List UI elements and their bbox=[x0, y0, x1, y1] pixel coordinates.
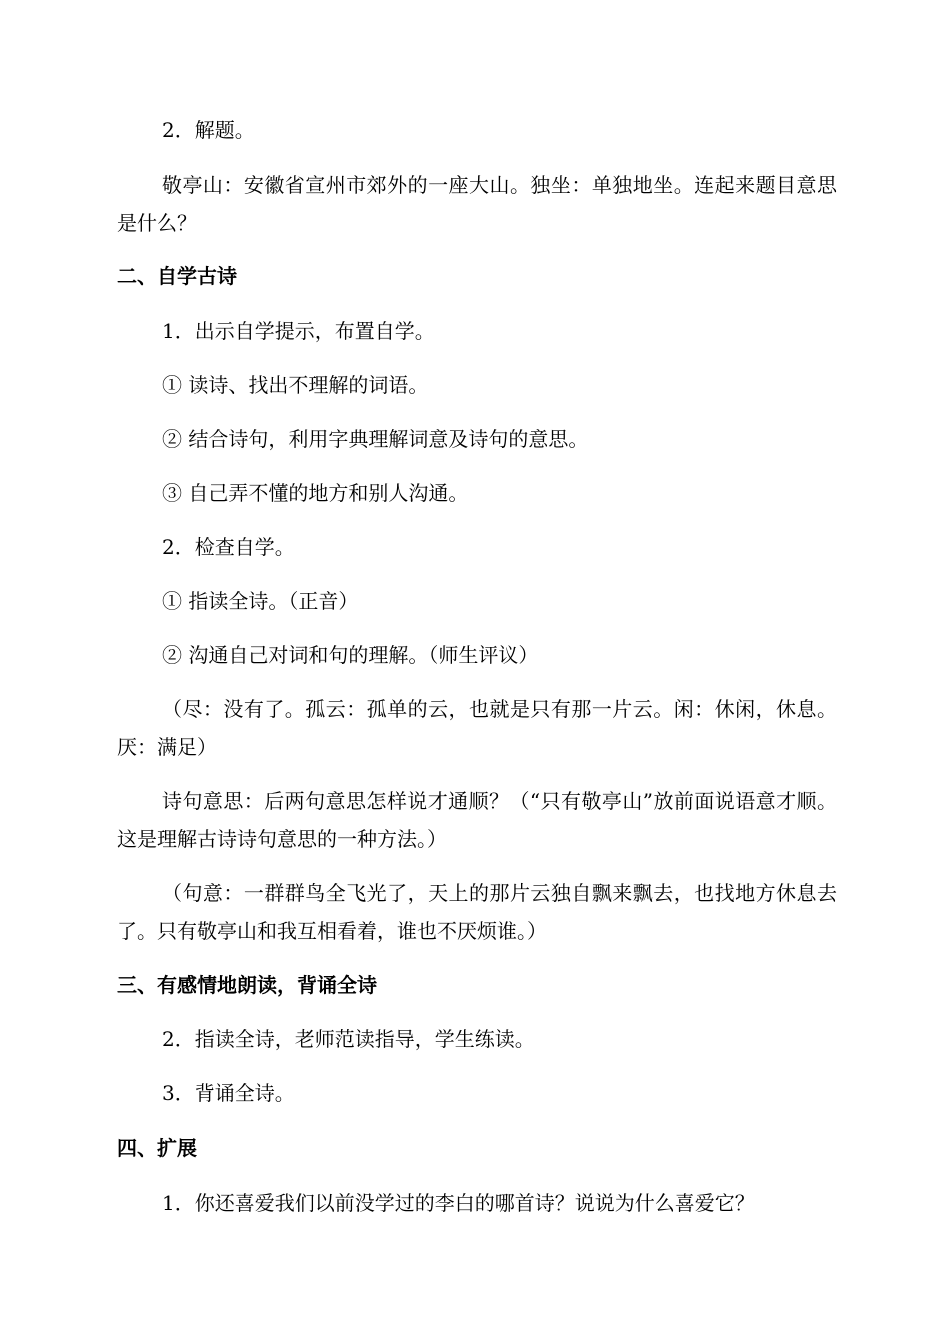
item-zhidu-quanshi: 2．指读全诗，老师范读指导，学生练读。 bbox=[162, 1027, 535, 1051]
item-zhidu: ① 指读全诗。（正音） bbox=[162, 589, 359, 613]
item-goutong: ③ 自己弄不懂的地方和别人沟通。 bbox=[162, 481, 469, 505]
item-jieti: 2．解题。 bbox=[162, 118, 255, 142]
section-heading-2: 二、自学古诗 bbox=[117, 264, 237, 288]
item-goutong-ci: ② 沟通自己对词和句的理解。（师生评议） bbox=[162, 643, 539, 667]
paragraph-shiju-yisi: 诗句意思：后两句意思怎样说才通顺？（“只有敬亭山”放前面说语意才顺。这是理解古诗诗句意思的一种方法。） bbox=[117, 789, 837, 851]
item-xiai: 1．你还喜爱我们以前没学过的李白的哪首诗？说说为什么喜爱它？ bbox=[162, 1191, 755, 1215]
paragraph-jin: （尽：没有了。孤云：孤单的云，也就是只有那一片云。闲：休闲，休息。厌：满足） bbox=[117, 697, 837, 759]
item-chushi: 1．出示自学提示，布置自学。 bbox=[162, 319, 435, 343]
item-jiehe: ② 结合诗句，利用字典理解词意及诗句的意思。 bbox=[162, 427, 589, 451]
paragraph-juyi: （句意：一群群鸟全飞光了，天上的那片云独自飘来飘去，也找地方休息去了。只有敬亭山和我互相看着，谁也不厌烦谁。） bbox=[117, 881, 837, 943]
section-heading-4: 四、扩展 bbox=[117, 1136, 197, 1160]
paragraph-jingtingshan: 敬亭山：安徽省宣州市郊外的一座大山。独坐：单独地坐。连起来题目意思是什么？ bbox=[117, 173, 837, 235]
item-jiancha: 2．检查自学。 bbox=[162, 535, 295, 559]
item-beisong: 3．背诵全诗。 bbox=[162, 1081, 295, 1105]
item-dushi: ① 读诗、找出不理解的词语。 bbox=[162, 373, 429, 397]
section-heading-3: 三、有感情地朗读，背诵全诗 bbox=[117, 973, 377, 997]
